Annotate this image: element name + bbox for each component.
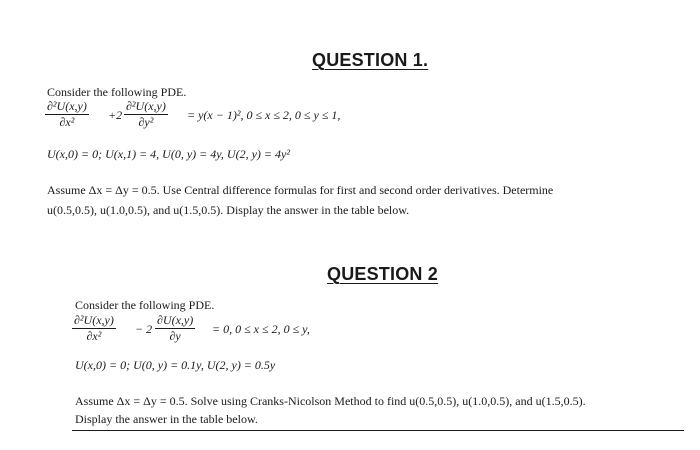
question-2-assume-line-1: Assume Δx = Δy = 0.5. Solve using Cranks-Nicolson Method to find u(0.5,0.5), u(1.0,0.5), and u(1.5,0.5). xyxy=(75,394,586,408)
question-2-term-2 xyxy=(155,313,195,343)
question-1-assume-line-2: u(0.5,0.5), u(1.0,0.5), and u(1.5,0.5). Display the answer in the table below. xyxy=(47,203,410,217)
question-2-term-1 xyxy=(72,313,116,343)
question-1-intro: Consider the following PDE. xyxy=(47,85,187,99)
question-1-term-2 xyxy=(124,99,168,129)
question-1-term-1 xyxy=(45,99,89,129)
question-1-rhs: = y(x − 1)², 0 ≤ x ≤ 2, 0 ≤ y ≤ 1, xyxy=(187,108,341,122)
question-2-term-1-denominator: ∂x² xyxy=(86,329,102,343)
question-2-heading: QUESTION 2 xyxy=(327,264,439,284)
question-2-term-1-numerator: ∂²U(x,y) xyxy=(74,313,114,327)
question-2-boundary-conditions: U(x,0) = 0; U(0, y) = 0.1y, U(2, y) = 0.5y xyxy=(75,358,276,372)
question-2-rhs: = 0, 0 ≤ x ≤ 2, 0 ≤ y, xyxy=(212,322,310,336)
question-1-term-2-numerator: ∂²U(x,y) xyxy=(126,99,166,113)
question-1-assume-line-1: Assume Δx = Δy = 0.5. Use Central difference formulas for first and second order derivatives. Determine xyxy=(47,183,554,197)
question-1-boundary-conditions: U(x,0) = 0; U(x,1) = 4, U(0, y) = 4y, U(2, y) = 4y² xyxy=(47,147,290,161)
question-1-term-2-denominator: ∂y² xyxy=(138,115,154,129)
question-2-term-2-denominator: ∂y xyxy=(169,329,181,343)
question-2-assume-line-2: Display the answer in the table below. xyxy=(75,412,258,426)
question-2-term-2-numerator: ∂U(x,y) xyxy=(157,313,194,327)
question-1-heading: QUESTION 1. xyxy=(312,50,429,70)
question-2-operator: − 2 xyxy=(135,322,153,336)
bottom-divider xyxy=(72,430,684,431)
question-2-intro: Consider the following PDE. xyxy=(75,298,215,312)
question-1-term-1-numerator: ∂²U(x,y) xyxy=(47,99,87,113)
question-1-operator: +2 xyxy=(108,108,123,122)
question-1-term-1-denominator: ∂x² xyxy=(59,115,75,129)
